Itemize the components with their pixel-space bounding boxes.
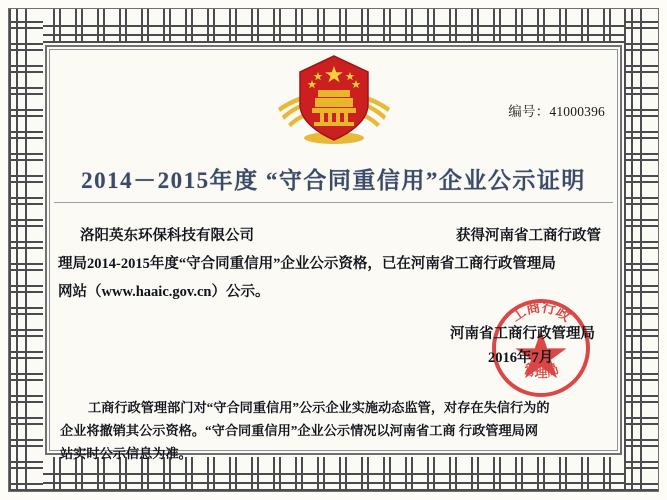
issuer-name: 河南省工商行政管理局 xyxy=(450,326,595,342)
company-name: 洛阳英东环保科技有限公司 xyxy=(80,228,254,244)
certificate-content xyxy=(48,44,619,461)
body-line-1-right: 获得河南省工商行政管 xyxy=(456,228,601,244)
title-divider xyxy=(54,202,613,203)
national-emblem-icon xyxy=(268,50,400,146)
svg-text:工商行政: 工商行政 xyxy=(509,300,573,326)
serial-number: 编号：41000396 xyxy=(508,104,605,119)
footer-line-2: 企业将撤销其公示资格。“守合同重信用”企业公示情况以河南省工商 行政管理局网 xyxy=(60,423,539,438)
body-line-2: 理局2014-2015年度“守合同重信用”企业公示资格，已在河南省工商行政管理局 xyxy=(58,256,556,272)
footer-note xyxy=(60,396,607,465)
footer-line-1: 工商行政管理部门对“守合同重信用”公示企业实施动态监管，对存在失信行为的 xyxy=(88,400,550,415)
border-meander-right xyxy=(624,9,658,491)
footer-line-3: 站实时公示信息为准。 xyxy=(60,446,192,461)
certificate-body xyxy=(58,222,609,306)
border-meander-left xyxy=(9,9,43,491)
body-line-1 xyxy=(58,222,609,250)
issue-date: 2016年7月 xyxy=(488,350,554,366)
certificate-title: 2014－2015年度 “守合同重信用”企业公示证明 xyxy=(81,168,586,193)
svg-text:管理局: 管理局 xyxy=(521,360,561,380)
body-line-3: 网站（www.haaic.gov.cn）公示。 xyxy=(58,284,270,300)
signature-block xyxy=(450,322,595,370)
border-meander-top xyxy=(9,9,658,43)
